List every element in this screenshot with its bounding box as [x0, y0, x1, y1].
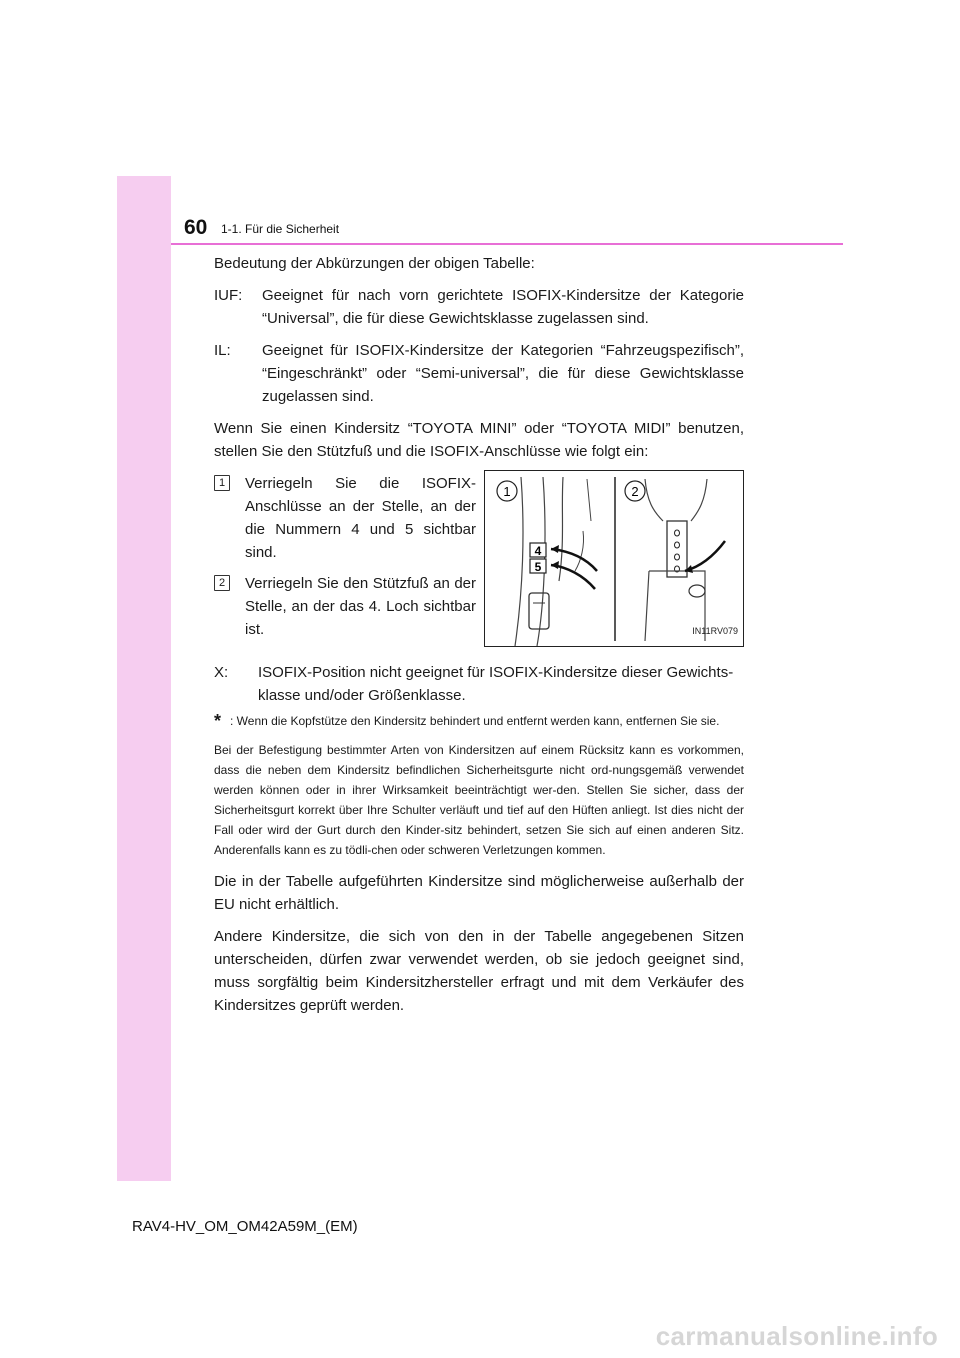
step-1 — [214, 472, 476, 564]
definition-iuf — [214, 284, 744, 330]
support-leg-shape — [667, 521, 687, 577]
step-number-box: 2 — [214, 575, 230, 591]
step-text: Verriegeln Sie den Stützfuß an der Stelle, an der das 4. Loch sichtbar ist. — [245, 575, 476, 638]
label-1: 1 — [503, 484, 511, 499]
leg-hole — [675, 554, 680, 560]
mark-5: 5 — [534, 560, 542, 574]
eu-availability-paragraph: Die in der Tabelle aufgeführten Kindersitze sind möglicherweise außerhalb der EU nicht erhältlich. — [214, 873, 744, 913]
definition-x — [214, 661, 744, 707]
chapter-side-band — [117, 176, 171, 1181]
steps-with-figure — [214, 472, 744, 649]
definition-term: IUF: — [214, 287, 243, 304]
seat-side-line — [575, 531, 584, 571]
definition-text: Geeignet für ISOFIX-Kindersitze der Kategorien “Fahrzeugspezifisch”, “Eingeschränkt” oder “Semi-universal”, die für diese Gewichtsklasse zugelassen sind. — [262, 342, 744, 405]
definition-text: ISOFIX-Position nicht geeignet für ISOFIX-Kindersitze dieser Gewichts-klasse und/oder Größenklasse. — [258, 664, 734, 704]
mark-4: 4 — [534, 544, 542, 558]
footnote-asterisk: * — [214, 711, 222, 731]
page-number: 60 — [184, 216, 208, 239]
definition-term: X: — [214, 664, 229, 681]
label-2: 2 — [631, 484, 639, 499]
step-list — [214, 472, 476, 649]
arrowhead-5 — [551, 561, 559, 569]
step-number-box: 1 — [214, 475, 230, 491]
leg-hole — [675, 530, 680, 536]
other-seats-paragraph: Andere Kindersitze, die sich von den in der Tabelle angegebenen Sitzen unterscheiden, dürfen zwar verwendet werden, ob sie jedoch geeignet sind, muss sorgfältig beim Kindersitzhersteller erfragt und mit dem Verkäufer des Kindersitzes geprüft werden. — [214, 928, 744, 1014]
header-divider — [171, 243, 843, 245]
definition-text: Geeignet für nach vorn gerichtete ISOFIX-Kindersitze der Kategorie “Universal”, die für diese Gewichtsklasse zugelassen sind. — [262, 287, 744, 327]
watermark: carmanualsonline.info — [655, 1321, 938, 1351]
leg-cover-right — [691, 479, 707, 521]
abbreviation-intro: Bedeutung der Abkürzungen der obigen Tabelle: — [214, 255, 535, 272]
seat-side-line — [587, 479, 591, 521]
document-code: RAV4-HV_OM_OM42A59M_(EM) — [132, 1218, 358, 1235]
footnote-text: : Wenn die Kopfstütze den Kindersitz behindert und entfernt werden kann, entfernen Sie sie. — [230, 714, 720, 728]
definition-il — [214, 339, 744, 408]
arrowhead-4 — [551, 545, 559, 553]
step-text: Verriegeln Sie die ISOFIX-Anschlüsse an der Stelle, an der die Nummern 4 und 5 sichtbar sind. — [245, 475, 476, 561]
main-content — [214, 252, 744, 1026]
isofix-connector-shape — [529, 593, 549, 629]
leg-cover-left — [645, 479, 663, 521]
seatbelt-warning: Bei der Befestigung bestimmter Arten von Kindersitzen auf einem Rücksitz kann es vorkommen, dass die neben dem Kindersitz befindlichen Sicherheitsgurte nicht ord-nungsgemäß verwendet werden können oder in ihrer Wirksamkeit beeinträchtigt wer-den. Stellen Sie sicher, dass der Sicherheitsgurt korrekt über Ihre Schulter verläuft und tief auf den Hüften anliegt. Ist dies nicht der Fall oder wird der Gurt durch den Kinder-sitz behindert, setzen Sie sich auf einen anderen Sitz. Anderenfalls kann es zu tödli-chen oder schweren Verletzungen kommen. — [214, 743, 744, 857]
step-2 — [214, 572, 476, 641]
isofix-illustration — [484, 470, 744, 647]
seat-back-edge — [515, 477, 523, 646]
toyota-seat-paragraph: Wenn Sie einen Kindersitz “TOYOTA MINI” oder “TOYOTA MIDI” benutzen, stellen Sie den Stützfuß und die ISOFIX-Anschlüsse wie folgt ein: — [214, 420, 744, 460]
abbreviation-list — [214, 284, 744, 408]
leg-hole — [675, 542, 680, 548]
section-title: 1-1. Für die Sicherheit — [221, 222, 340, 236]
footnote — [214, 713, 744, 730]
release-button — [689, 585, 705, 597]
figure-code: IN11RV079 — [692, 626, 738, 636]
definition-term: IL: — [214, 342, 231, 359]
